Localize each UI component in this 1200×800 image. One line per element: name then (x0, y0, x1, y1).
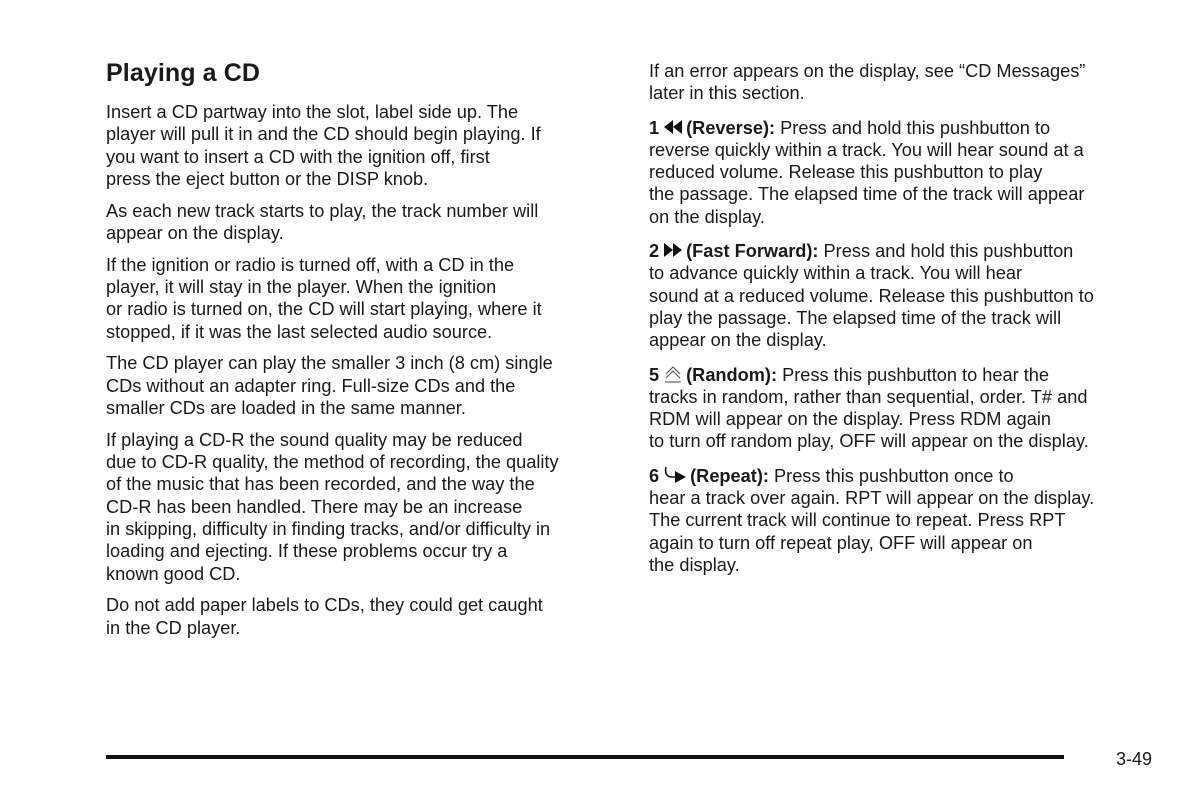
paragraph: Do not add paper labels to CDs, they could get caught in the CD player. (106, 595, 543, 638)
paragraph: As each new track starts to play, the track number will appear on the display. (106, 200, 539, 243)
button-text: Press and hold this pushbutton to reverse quickly within a track. You will hear sound at a reduced volume. Release this pushbutton to play the passage. The elapsed time of the track will appear on the display. (649, 117, 1085, 227)
button-label: (Repeat): (690, 465, 769, 486)
button-description-reverse (649, 117, 1159, 228)
page-number: 3-49 (1116, 749, 1153, 769)
button-text: Press this pushbutton once to hear a track over again. RPT will appear on the display. The current track will continue to repeat. Press RPT again to turn off repeat play, OFF will appear on the display. (649, 465, 1095, 575)
paragraph: The CD player can play the smaller 3 inch (8 cm) single CDs without an adapter ring. Full-size CDs and the smaller CDs are loaded in the same manner. (106, 353, 553, 419)
section-title: Playing a CD (106, 59, 261, 87)
fast-forward-icon (662, 240, 684, 260)
paragraph: If the ignition or radio is turned off, with a CD in the player, it will stay in the player. When the ignition or radio is turned on, the CD will start playing, where it stopped, if it was the last selected audio source. (106, 254, 542, 342)
button-text: Press this pushbutton to hear the tracks in random, rather than sequential, order. T# and RDM will appear on the display. Press RDM again to turn off random play, OFF will appear on the display. (649, 364, 1089, 452)
button-description-repeat (649, 465, 1159, 576)
button-description-random (649, 364, 1159, 453)
left-column (106, 58, 618, 649)
reverse-icon (662, 117, 684, 137)
button-number: 2 (649, 241, 660, 262)
intro-paragraph: If an error appears on the display, see “CD Messages” later in this section. (649, 61, 1086, 104)
button-number: 1 (649, 117, 660, 138)
repeat-icon (662, 465, 688, 485)
right-column (649, 58, 1159, 588)
button-number: 6 (649, 465, 660, 486)
button-number: 5 (649, 364, 660, 385)
button-description-fast-forward (649, 240, 1159, 351)
paragraph: Insert a CD partway into the slot, label side up. The player will pull it in and the CD should begin playing. If you want to insert a CD with the ignition off, first press the eject button or the DISP knob. (106, 102, 541, 189)
footer-rule (106, 755, 1064, 759)
button-label: (Reverse): (686, 117, 776, 138)
paragraph: If playing a CD-R the sound quality may be reduced due to CD-R quality, the method of recording, the quality of the music that has been recorded, and the way the CD-R has been handled. There may be an increase in skipping, difficulty in finding tracks, and/or difficulty in loading and ejecting. If these problems occur try a known good CD. (106, 429, 559, 584)
button-label: (Fast Forward): (686, 241, 819, 262)
random-icon (662, 364, 684, 384)
button-text: Press and hold this pushbutton to advance quickly within a track. You will hear sound at a reduced volume. Release this pushbutton to play the passage. The elapsed time of the track will appear on the display. (649, 241, 1094, 351)
button-label: (Random): (686, 364, 778, 385)
